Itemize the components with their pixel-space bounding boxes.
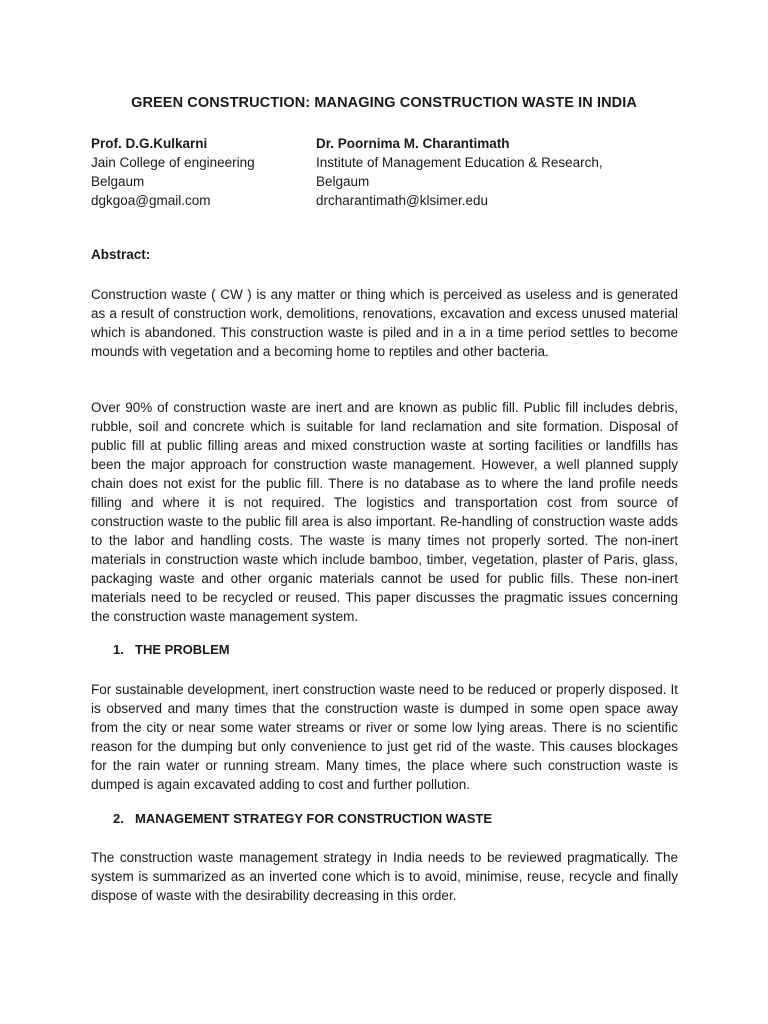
section-title: MANAGEMENT STRATEGY FOR CONSTRUCTION WASTE: [135, 811, 493, 826]
section-number: 1.: [113, 642, 124, 657]
author-email: drcharantimath@klsimer.edu: [316, 193, 489, 208]
abstract-paragraph: Construction waste ( CW ) is any matter or thing which is perceived as useless and is generated as a result of construction work, demolitions, renovations, excavation and excess unused material which is abandoned. This construction waste is piled and in a in a time period settles to become mounds with vegetation and a becoming home to reptiles and other bacteria.: [91, 287, 678, 359]
section-title: THE PROBLEM: [135, 642, 230, 657]
author-affiliation: Institute of Management Education & Research,: [316, 155, 603, 170]
section-paragraph: For sustainable development, inert construction waste need to be reduced or properly disposed. It is observed and many times that the construction waste is dumped in some open space away from the city or near some water streams or river or some low lying areas. There is no scientific reason for the dumping but only convenience to just get rid of the waste. This causes blockages for the rain water or running stream. Many times, the place where such construction waste is dumped is again excavated adding to cost and further pollution.: [91, 682, 678, 792]
author-affiliation: Jain College of engineering: [91, 155, 255, 170]
section-paragraph: The construction waste management strategy in India needs to be reviewed pragmatically. The system is summarized as an inverted cone which is to avoid, minimise, reuse, recycle and finally dispose of waste with the desirability decreasing in this order.: [91, 850, 678, 903]
author-city: Belgaum: [91, 174, 145, 189]
author-email: dgkgoa@gmail.com: [91, 193, 211, 208]
paper-title: GREEN CONSTRUCTION: MANAGING CONSTRUCTION WASTE IN INDIA: [131, 95, 637, 111]
abstract-heading: Abstract:: [91, 247, 151, 262]
author-block-2: [316, 134, 676, 210]
author-name: Prof. D.G.Kulkarni: [91, 136, 208, 151]
section-heading-problem: [113, 642, 230, 657]
author-name: Dr. Poornima M. Charantimath: [316, 136, 510, 151]
author-block-1: [91, 134, 311, 210]
section-number: 2.: [113, 811, 124, 826]
abstract-paragraph: Over 90% of construction waste are inert and are known as public fill. Public fill includes debris, rubble, soil and concrete which is suitable for land reclamation and site formation. Disposal of public fill at public filling areas and mixed construction waste at sorting facilities or landfills has been the major approach for construction waste management. However, a well planned supply chain does not exist for the public fill. There is no database as to where the land profile needs filling and where it is not required. The logistics and transportation cost from source of construction waste to the public fill area is also important. Re-handling of construction waste adds to the labor and handling costs. The waste is many times not properly sorted. The non-inert materials in construction waste which include bamboo, timber, vegetation, plaster of Paris, glass, packaging waste and other organic materials cannot be used for public fills. These non-inert materials need to be recycled or reused. This paper discusses the pragmatic issues concerning the construction waste management system.: [91, 400, 678, 624]
author-city: Belgaum: [316, 174, 370, 189]
section-heading-strategy: [113, 811, 492, 826]
